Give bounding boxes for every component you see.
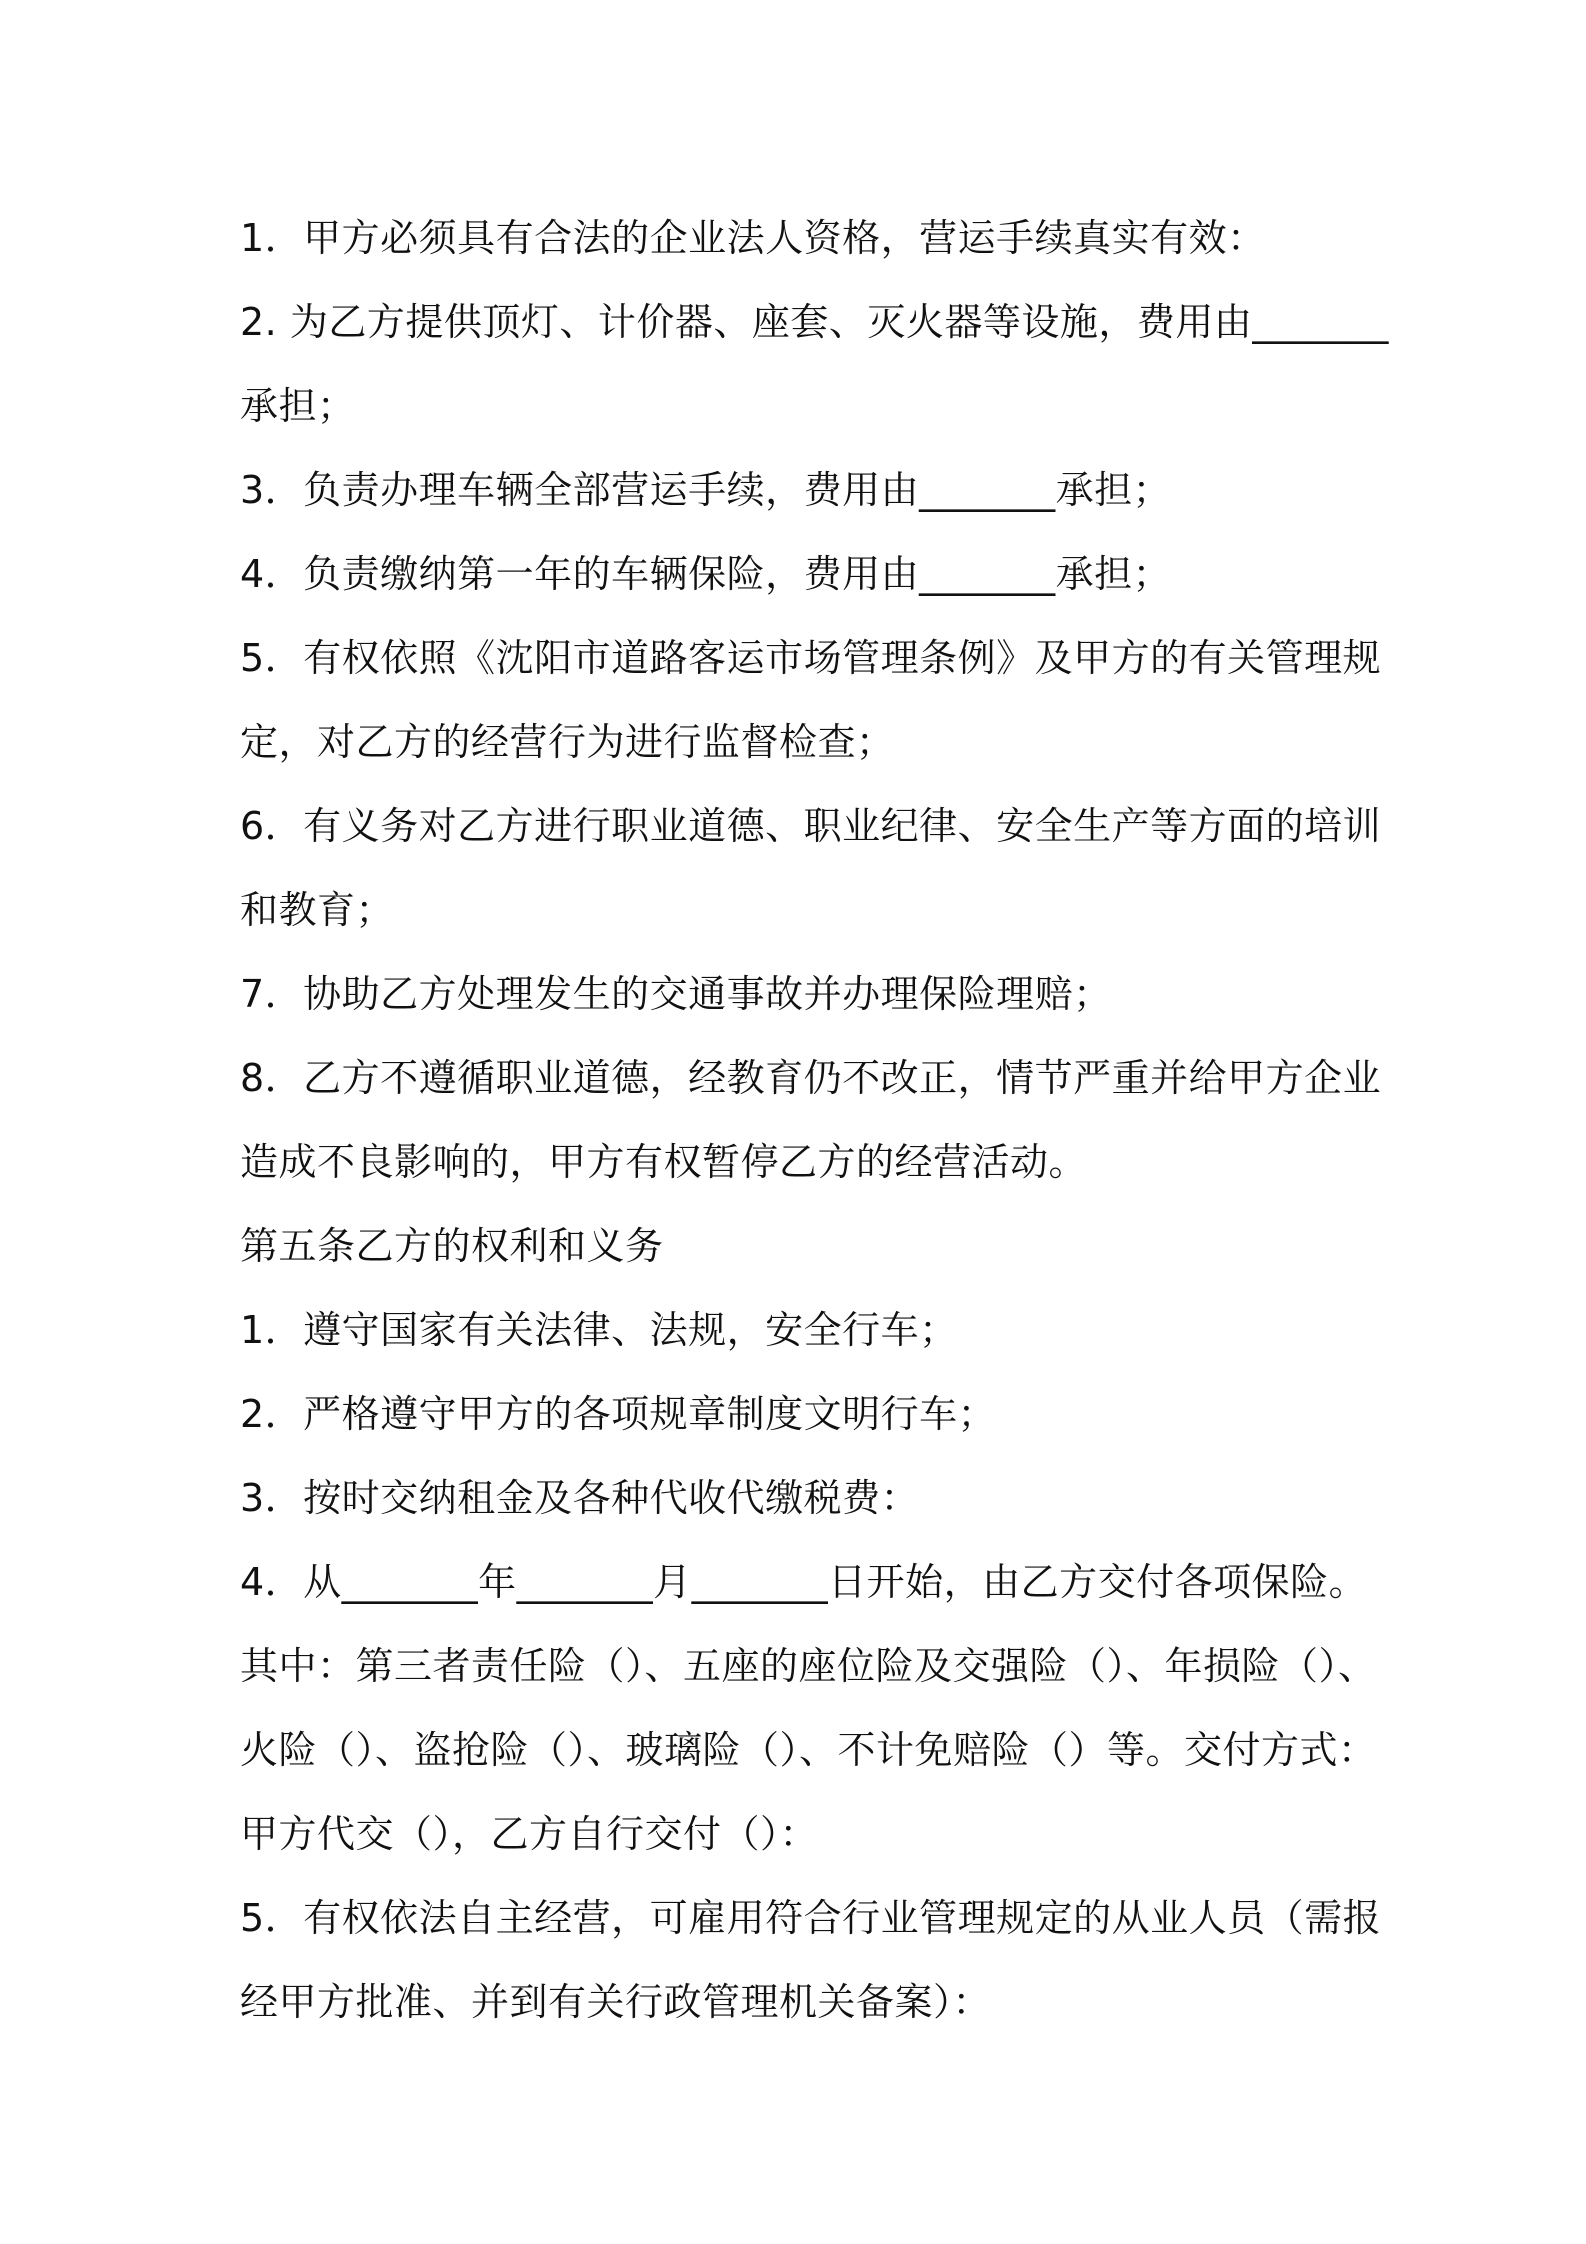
- text-line: 7．协助乙方处理发生的交通事故并办理保险理赔；: [240, 972, 1112, 1016]
- text-line: 4．负责缴纳第一年的车辆保险，费用由_______承担；: [240, 552, 1172, 596]
- text-line: 3．按时交纳租金及各种代收代缴税费：: [240, 1476, 920, 1520]
- text-line: 3．负责办理车辆全部营运手续，费用由_______承担；: [240, 468, 1172, 512]
- text-line: 5．有权依照《沈阳市道路客运市场管理条例》及甲方的有关管理规: [240, 636, 1382, 680]
- text-line: 2. 为乙方提供顶灯、计价器、座套、灭火器等设施，费用由_______: [240, 300, 1389, 344]
- text-line: 经甲方批准、并到有关行政管理机关备案）：: [240, 1980, 992, 2024]
- text-line: 甲方代交（），乙方自行交付（）：: [240, 1812, 819, 1856]
- text-line: 造成不良影响的，甲方有权暂停乙方的经营活动。: [240, 1140, 1088, 1184]
- text-line: 承担；: [240, 384, 356, 428]
- text-line: 其中：第三者责任险（）、五座的座位险及交强险（）、年损险（）、: [240, 1644, 1377, 1688]
- text-line: 4．从_______年_______月_______日开始，由乙方交付各项保险。: [240, 1560, 1368, 1604]
- text-line: 5．有权依法自主经营，可雇用符合行业管理规定的从业人员（需报: [240, 1896, 1382, 1940]
- text-line: 8．乙方不遵循职业道德，经教育仍不改正，情节严重并给甲方企业: [240, 1056, 1382, 1100]
- text-line: 定，对乙方的经营行为进行监督检查；: [240, 720, 895, 764]
- text-line: 1．遵守国家有关法律、法规，安全行车；: [240, 1308, 958, 1352]
- text-line: 2．严格遵守甲方的各项规章制度文明行车；: [240, 1392, 997, 1436]
- text-line: 火险（）、盗抢险（）、玻璃险（）、不计免赔险（）等。交付方式：: [240, 1728, 1377, 1772]
- text-line: 和教育；: [240, 888, 395, 932]
- text-line: 6．有义务对乙方进行职业道德、职业纪律、安全生产等方面的培训: [240, 804, 1382, 848]
- text-line: 1．甲方必须具有合法的企业法人资格，营运手续真实有效：: [240, 216, 1266, 260]
- section-heading: 第五条乙方的权利和义务: [240, 1224, 664, 1268]
- contract-text: [240, 196, 1389, 2044]
